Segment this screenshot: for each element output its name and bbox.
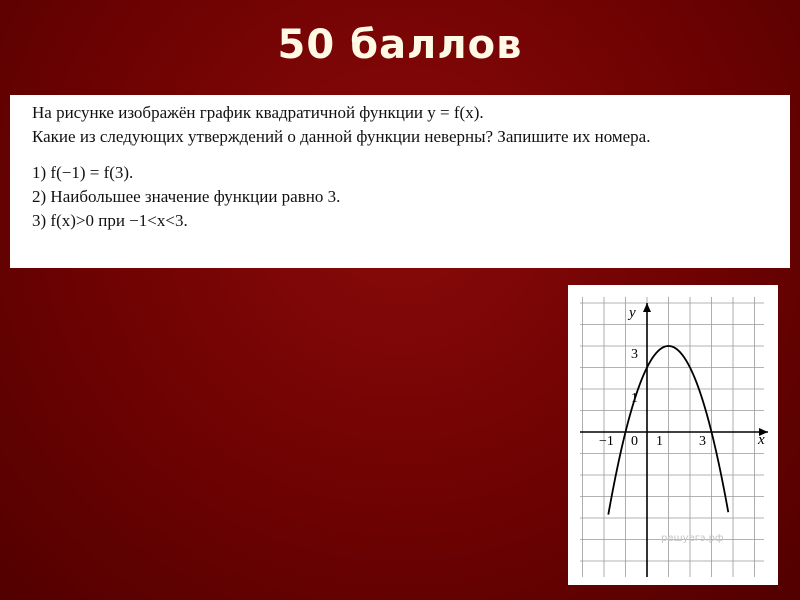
y-axis-arrow-icon xyxy=(643,303,651,312)
graph-figure xyxy=(568,285,778,585)
tick-label-y-3: 3 xyxy=(631,347,638,362)
x-axis-label: x xyxy=(758,432,765,448)
statement-2: 2) Наибольшее значение функции равно 3. xyxy=(32,187,341,206)
statement-3: 3) f(x)>0 при −1<x<3. xyxy=(32,211,188,230)
tick-label-x-1: 1 xyxy=(656,434,663,449)
tick-label-y-1: 1 xyxy=(631,391,638,406)
tick-label-x-3: 3 xyxy=(699,434,706,449)
problem-text-box xyxy=(10,95,790,268)
statement-1: 1) f(−1) = f(3). xyxy=(32,163,134,182)
tick-label-x-minus1: −1 xyxy=(599,434,614,449)
problem-line-1: На рисунке изображён график квадратичной функции y = f(x). xyxy=(32,103,484,122)
problem-line-2: Какие из следующих утверждений о данной функции неверны? Запишите их номера. xyxy=(32,127,651,146)
slide-title: 50 баллов xyxy=(277,22,523,68)
parabola-graph xyxy=(568,285,778,585)
tick-label-origin: 0 xyxy=(631,434,638,449)
watermark: решуегэ.рф xyxy=(661,533,724,544)
y-axis-label: y xyxy=(629,305,636,321)
